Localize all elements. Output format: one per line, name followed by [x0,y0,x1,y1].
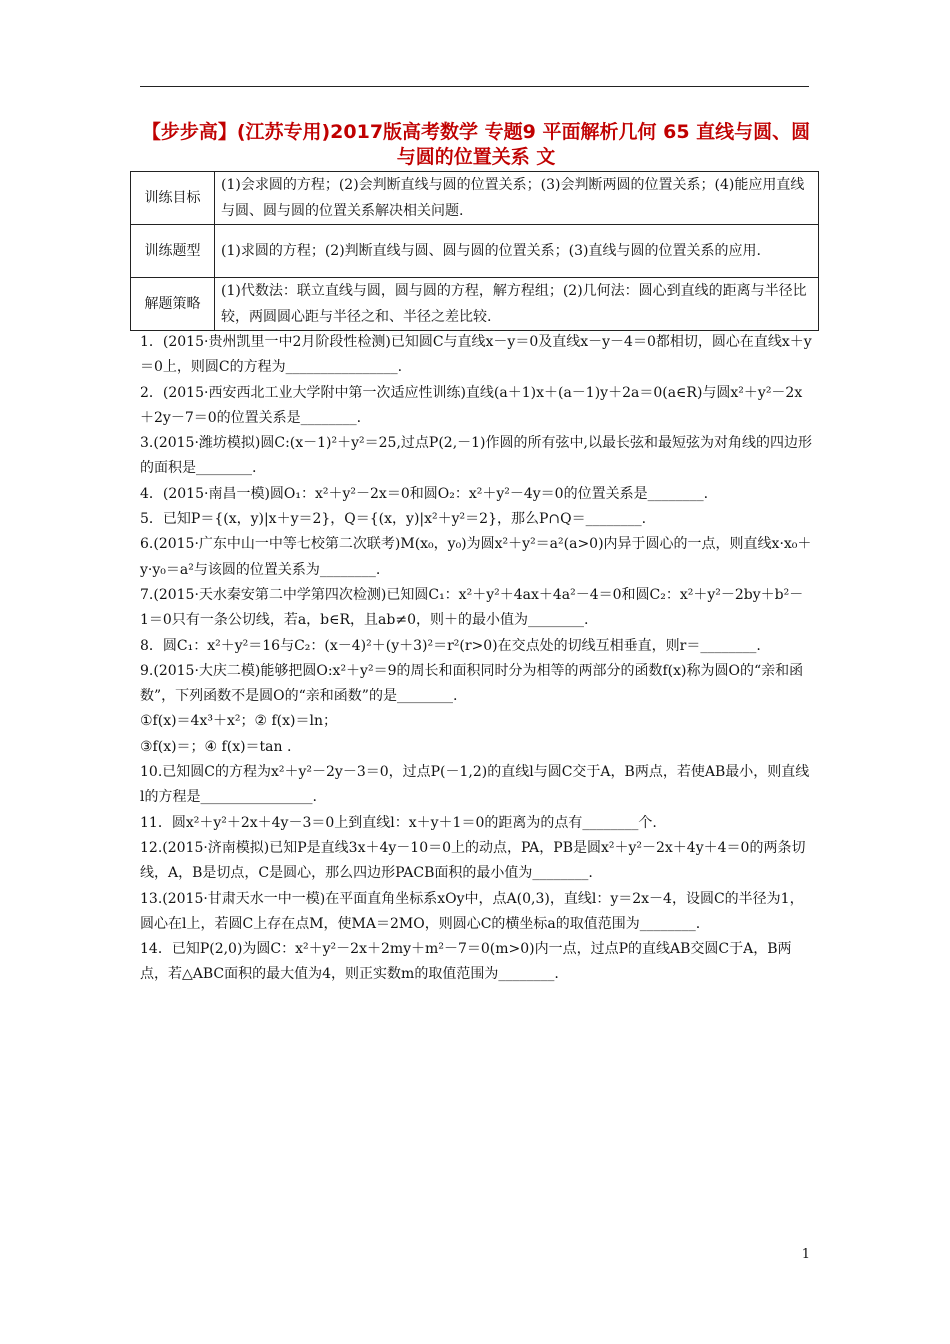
question-2: 2．(2015·西安西北工业大学附中第一次适应性训练)直线(a＋1)x＋(a－1)y＋2a＝0(a∈R)与圆x²＋y²－2x＋2y－7＝0的位置关系是________. [140,384,803,426]
info-content: (1)代数法：联立直线与圆，圆与圆的方程，解方程组；(2)几何法：圆心到直线的距离与半径比较，两圆圆心距与半径之和、半径之差比较. [215,278,819,331]
info-label: 训练题型 [131,225,215,278]
question-6: 6.(2015·广东中山一中等七校第二次联考)M(x₀，y₀)为圆x²＋y²＝a²(a>0)内异于圆心的一点，则直线x·x₀＋y·y₀＝a²与该圆的位置关系为________. [140,536,812,578]
info-label: 训练目标 [131,172,215,225]
info-label: 解题策略 [131,278,215,331]
info-row-strategy [131,278,819,331]
question-12: 12.(2015·济南模拟)已知P是直线3x＋4y－10＝0上的动点，PA，PB是圆x²＋y²－2x＋4y＋4＝0的两条切线，A，B是切点，C是圆心，那么四边形PACB面积的最小值为________. [140,839,806,882]
question-9-option-2: ③f(x)＝；④ f(x)＝tan . [140,738,292,755]
info-row-goal [131,172,819,225]
question-14: 14．已知P(2,0)为圆C：x²＋y²－2x＋2my＋m²－7＝0(m>0)内一点，过点P的直线AB交圆C于A，B两点，若△ABC面积的最大值为4，则正实数m的取值范围为________. [140,941,792,983]
header-rule [140,86,809,87]
page-number: 1 [801,1247,810,1262]
question-3: 3.(2015·潍坊模拟)圆C:(x－1)²＋y²＝25,过点P(2,－1)作圆的所有弦中,以最长弦和最短弦为对角线的四边形的面积是________. [140,435,812,477]
question-9: 9.(2015·大庆二模)能够把圆O:x²＋y²＝9的周长和面积同时分为相等的两部分的函数f(x)称为圆O的“亲和函数”，下列函数不是圆O的“亲和函数”的是________. [140,662,804,705]
question-list [140,330,812,988]
question-10: 10.已知圆C的方程为x²＋y²－2y－3＝0，过点P(－1,2)的直线l与圆C交于A，B两点，若使AB最小，则直线l的方程是________________. [140,764,810,806]
info-row-type [131,225,819,278]
question-4: 4．(2015·南昌一模)圆O₁：x²＋y²－2x＝0和圆O₂：x²＋y²－4y＝0的位置关系是________. [140,485,709,502]
question-7: 7.(2015·天水秦安第二中学第四次检测)已知圆C₁：x²＋y²＋4ax＋4a²－4＝0和圆C₂：x²＋y²－2by＋b²－1＝0只有一条公切线，若a，b∈R，且ab≠0，则＋的最小值为________. [140,586,804,629]
training-info-table [130,171,819,331]
question-13: 13.(2015·甘肃天水一中一模)在平面直角坐标系xOy中，点A(0,3)，直线l：y＝2x－4，设圆C的半径为1，圆心在l上，若圆C上存在点M，使MA＝2MO，则圆心C的横坐标a的取值范围为________. [140,890,804,932]
question-5: 5．已知P＝{(x，y)|x＋y＝2}，Q＝{(x，y)|x²＋y²＝2}，那么P∩Q＝________. [140,511,647,528]
info-content: (1)会求圆的方程；(2)会判断直线与圆的位置关系；(3)会判断两圆的位置关系；(4)能应用直线与圆、圆与圆的位置关系解决相关问题. [215,172,819,225]
question-1: 1．(2015·贵州凯里一中2月阶段性检测)已知圆C与直线x－y＝0及直线x－y－4＝0都相切，圆心在直线x＋y＝0上，则圆C的方程为________________. [140,334,812,376]
question-8: 8．圆C₁：x²＋y²＝16与C₂：(x－4)²＋(y＋3)²＝r²(r>0)在交点处的切线互相垂直，则r＝________. [140,637,761,654]
document-title: 【步步高】(江苏专用)2017版高考数学 专题9 平面解析几何 65 直线与圆、圆与圆的位置关系 文 [141,121,811,168]
question-9-option-1: ①f(x)＝4x³＋x²；② f(x)＝ln； [140,713,337,730]
question-11: 11．圆x²＋y²＋2x＋4y－3＝0上到直线l：x＋y＋1＝0的距离为的点有________个. [140,814,657,831]
info-content: (1)求圆的方程；(2)判断直线与圆、圆与圆的位置关系；(3)直线与圆的位置关系的应用. [215,225,819,278]
